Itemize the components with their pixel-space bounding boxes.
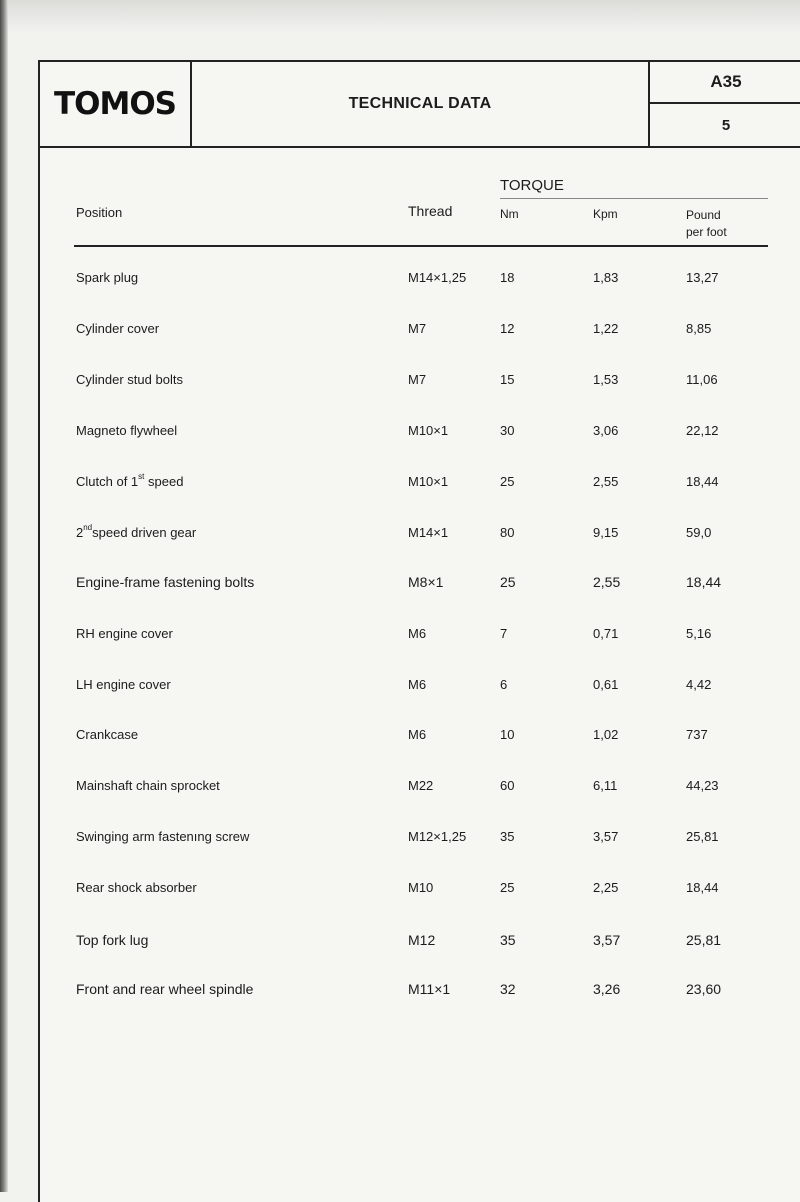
cell-thread: M6 — [408, 727, 427, 742]
cell-nm: 25 — [500, 474, 515, 489]
cell-nm: 35 — [500, 829, 515, 844]
cell-position: Rear shock absorber — [76, 880, 197, 895]
cell-position: Swinging arm fastenıng screw — [76, 829, 250, 844]
cell-position: Crankcase — [76, 727, 139, 742]
page-title: TECHNICAL DATA — [348, 95, 492, 112]
cell-position: Engine-frame fastening bolts — [76, 574, 255, 590]
cell-thread: M11×1 — [408, 981, 451, 997]
cell-nm: 18 — [500, 270, 515, 285]
cell-position: LH engine cover — [76, 677, 171, 692]
cell-position: Top fork lug — [76, 932, 149, 948]
table-row — [40, 981, 800, 1005]
cell-kpm: 6,11 — [593, 778, 618, 793]
page-number: 5 — [721, 116, 731, 134]
cell-pound-per-foot: 18,44 — [686, 574, 722, 590]
data-sheet — [38, 60, 800, 1202]
table-row — [40, 525, 800, 549]
cell-nm: 25 — [500, 574, 516, 590]
position-text: 2 — [76, 525, 84, 540]
column-header-thread: Thread — [408, 203, 453, 219]
cell-kpm: 1,83 — [593, 270, 619, 285]
cell-nm: 12 — [500, 321, 515, 336]
cell-thread: M6 — [408, 626, 427, 641]
table-row — [40, 677, 800, 701]
cell-nm: 80 — [500, 525, 515, 540]
cell-kpm: 0,71 — [593, 626, 619, 641]
cell-position: Cylinder cover — [76, 321, 160, 336]
cell-kpm: 9,15 — [593, 525, 619, 540]
cell-nm: 15 — [500, 372, 515, 387]
table-row — [40, 270, 800, 294]
cell-thread: M12 — [408, 932, 436, 948]
cell-position: Mainshaft chain sprocket — [76, 778, 220, 793]
table-row — [40, 474, 800, 498]
cell-kpm: 1,02 — [593, 727, 619, 742]
cell-pound-per-foot: 25,81 — [686, 932, 722, 948]
cell-thread: M10×1 — [408, 474, 449, 489]
cell-nm: 60 — [500, 778, 515, 793]
cell-nm: 35 — [500, 932, 516, 948]
scan-shadow-top — [0, 0, 800, 34]
table-row — [40, 423, 800, 447]
column-header-kpm: Kpm — [593, 207, 618, 221]
cell-thread: M14×1 — [408, 525, 449, 540]
cell-position: Spark plug — [76, 270, 139, 285]
table-row — [40, 321, 800, 345]
cell-thread: M8×1 — [408, 574, 444, 590]
cell-pound-per-foot: 44,23 — [686, 778, 719, 793]
table-row — [40, 626, 800, 650]
column-group-torque: TORQUE — [500, 177, 564, 194]
cell-pound-per-foot: 4,42 — [686, 677, 712, 692]
model-code: A35 — [650, 62, 800, 104]
cell-thread: M14×1,25 — [408, 270, 467, 285]
position-text: speed driven gear — [92, 525, 197, 540]
ordinal-suffix: st — [138, 472, 145, 481]
cell-nm: 25 — [500, 880, 515, 895]
table-row — [40, 829, 800, 853]
cell-nm: 32 — [500, 981, 516, 997]
position-text: speed — [144, 474, 184, 489]
cell-kpm: 2,55 — [593, 574, 621, 590]
cell-position — [76, 525, 196, 540]
cell-kpm: 3,57 — [593, 932, 621, 948]
table-row — [40, 932, 800, 956]
cell-nm: 6 — [500, 677, 508, 692]
cell-thread: M7 — [408, 372, 427, 387]
cell-kpm: 2,25 — [593, 880, 619, 895]
cell-thread: M10×1 — [408, 423, 449, 438]
table-row — [40, 778, 800, 802]
cell-pound-per-foot: 18,44 — [686, 474, 719, 489]
table-row — [40, 727, 800, 751]
cell-pound-per-foot: 11,06 — [686, 372, 718, 387]
table-row — [40, 880, 800, 904]
cell-kpm: 3,26 — [593, 981, 621, 997]
cell-position: Cylinder stud bolts — [76, 372, 183, 387]
cell-nm: 30 — [500, 423, 515, 438]
cell-position: RH engine cover — [76, 626, 173, 641]
table-header — [40, 62, 800, 262]
cell-kpm: 1,22 — [593, 321, 619, 336]
header-rule — [74, 245, 768, 247]
cell-pound-per-foot: 737 — [686, 727, 708, 742]
torque-underline — [500, 198, 768, 199]
table-row — [40, 574, 800, 598]
cell-pound-per-foot: 8,85 — [686, 321, 712, 336]
cell-kpm: 2,55 — [593, 474, 619, 489]
cell-position — [76, 474, 183, 489]
cell-kpm: 3,57 — [593, 829, 619, 844]
cell-thread: M12×1,25 — [408, 829, 467, 844]
cell-pound-per-foot: 18,44 — [686, 880, 719, 895]
cell-pound-per-foot: 59,0 — [686, 525, 712, 540]
cell-position: Magneto flywheel — [76, 423, 178, 438]
cell-thread: M6 — [408, 677, 427, 692]
scan-shadow-left — [0, 0, 8, 1192]
cell-kpm: 1,53 — [593, 372, 619, 387]
cell-thread: M22 — [408, 778, 434, 793]
cell-thread: M7 — [408, 321, 427, 336]
cell-thread: M10 — [408, 880, 434, 895]
cell-kpm: 3,06 — [593, 423, 619, 438]
position-text: Clutch of 1 — [76, 474, 139, 489]
cell-nm: 10 — [500, 727, 515, 742]
cell-pound-per-foot: 25,81 — [686, 829, 719, 844]
ordinal-suffix: nd — [83, 523, 93, 532]
cell-pound-per-foot: 23,60 — [686, 981, 722, 997]
table-row — [40, 372, 800, 396]
column-header-pound: Pound — [686, 208, 721, 222]
column-header-nm: Nm — [500, 207, 519, 221]
cell-position: Front and rear wheel spindle — [76, 981, 254, 997]
column-header-position: Position — [76, 205, 123, 220]
cell-pound-per-foot: 5,16 — [686, 626, 712, 641]
cell-nm: 7 — [500, 626, 508, 641]
column-header-per-foot: per foot — [686, 225, 727, 239]
cell-kpm: 0,61 — [593, 677, 619, 692]
cell-pound-per-foot: 13,27 — [686, 270, 719, 285]
cell-pound-per-foot: 22,12 — [686, 423, 719, 438]
tomos-logo: TOMOS — [53, 86, 177, 122]
